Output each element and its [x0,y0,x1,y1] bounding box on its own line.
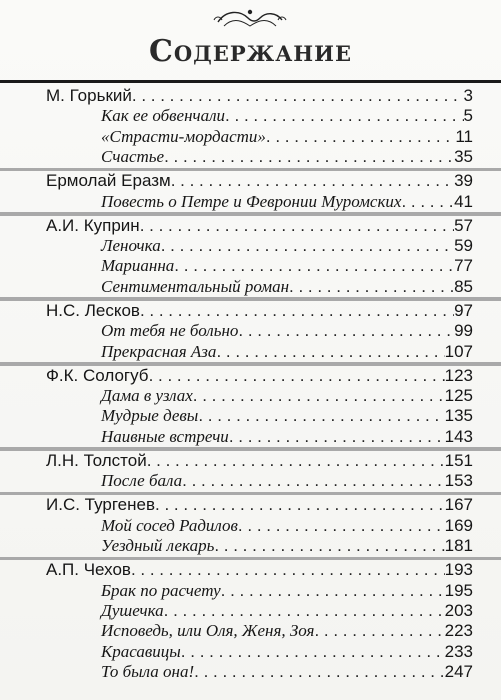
dot-leader [216,342,444,362]
author-entry-page-number: 151 [444,450,473,470]
work-entry-page-number: 77 [454,256,473,276]
dot-leader [182,471,445,491]
work-entry-page-number: 233 [444,641,473,661]
dot-leader [131,560,445,580]
work-entry-page-number: 223 [444,621,473,641]
author-entry-title: Ермолай Еразм [46,171,171,191]
dot-leader [164,601,445,621]
work-entry [0,127,501,147]
work-entry [0,406,501,426]
work-entry-title: Прекрасная Аза [101,341,217,361]
dot-leader [171,171,454,191]
work-entry-title: Марианна [101,256,175,276]
dot-leader [229,427,445,447]
work-entry [0,601,501,621]
work-entry-title: Дама в узлах [101,386,193,406]
author-entry [0,495,501,515]
work-entry [0,581,501,601]
work-entry-title: То была она! [101,662,195,682]
work-entry-page-number: 247 [444,662,473,682]
author-entry [0,86,501,106]
dot-leader [155,495,445,515]
author-entry-page-number: 3 [463,86,473,105]
work-entry-page-number: 41 [454,191,473,211]
page-title: Содержание [149,34,352,69]
dot-leader [194,662,445,682]
work-entry-page-number: 125 [444,386,473,406]
dot-leader [214,536,444,556]
dot-leader [198,406,444,426]
work-entry-page-number: 85 [454,276,473,296]
work-entry-page-number: 135 [444,406,473,426]
dot-leader [221,581,445,601]
work-entry [0,621,501,641]
author-entry-page-number: 193 [444,560,473,580]
work-entry-page-number: 203 [444,600,473,620]
dot-leader [238,516,445,536]
author-entry [0,301,501,321]
work-entry-title: Повесть о Петре и Февронии Муромских [101,191,402,211]
author-entry [0,451,501,471]
work-entry-title: Как ее обвенчали [101,106,226,126]
author-entry-title: Н.С. Лесков [46,300,140,320]
dot-leader [140,301,454,321]
work-entry [0,536,501,556]
author-entry [0,560,501,580]
work-entry [0,642,501,662]
author-entry-page-number: 57 [454,215,473,235]
work-entry-page-number: 5 [463,106,473,126]
work-entry-title: Леночка [101,236,161,256]
dot-leader [132,86,464,106]
work-entry-title: Исповедь, или Оля, Женя, Зоя [101,621,315,641]
dot-leader [147,451,445,471]
work-entry-title: Мудрые девы [101,406,199,426]
dot-leader [164,147,454,167]
author-entry [0,171,501,191]
dot-leader [266,127,455,147]
work-entry [0,236,501,256]
dot-leader [314,621,444,641]
work-entry-title: После бала [101,471,183,491]
table-of-contents [0,86,501,683]
author-entry [0,216,501,236]
dot-leader [174,256,454,276]
author-entry-page-number: 97 [454,300,473,320]
dot-leader [193,386,445,406]
work-entry-title: Сентиментальный роман [101,276,290,296]
work-entry [0,256,501,276]
work-entry-page-number: 99 [454,321,473,341]
dot-leader [149,366,445,386]
dot-leader [401,192,454,212]
author-entry-title: Ф.К. Сологуб [46,365,149,385]
dot-leader [225,106,463,126]
author-entry-page-number: 123 [444,365,473,385]
dot-leader [289,277,454,297]
dot-leader [238,321,454,341]
dot-leader [140,216,454,236]
author-entry-title: А.П. Чехов [46,560,131,580]
work-entry-title: Счастье [101,147,165,167]
work-entry-title: «Страсти-мордасти» [101,126,266,146]
work-entry-page-number: 181 [444,536,473,556]
work-entry-title: Душечка [101,600,164,620]
work-entry-page-number: 59 [454,236,473,256]
work-entry [0,147,501,167]
work-entry [0,342,501,362]
flourish-ornament-icon [210,4,290,34]
work-entry-page-number: 195 [444,580,473,600]
author-entry-title: И.С. Тургенев [46,495,156,515]
work-entry-page-number: 107 [444,341,473,361]
work-entry-page-number: 35 [454,147,473,167]
work-entry [0,471,501,491]
work-entry [0,516,501,536]
work-entry [0,321,501,341]
work-entry-title: Наивные встречи [101,426,229,446]
work-entry [0,427,501,447]
author-entry-page-number: 39 [454,171,473,191]
work-entry-title: От тебя не больно [101,321,239,341]
work-entry-title: Мой сосед Радилов [101,515,238,535]
work-entry-page-number: 153 [444,471,473,491]
work-entry-page-number: 11 [455,126,473,146]
work-entry [0,192,501,212]
author-entry [0,366,501,386]
work-entry [0,106,501,126]
author-entry-title: М. Горький [46,86,132,105]
work-entry-title: Уездный лекарь [101,536,215,556]
dot-leader [161,236,454,256]
work-entry [0,386,501,406]
work-entry-title: Брак по расчету [101,580,221,600]
work-entry [0,662,501,682]
work-entry [0,277,501,297]
work-entry-title: Красавицы [101,641,181,661]
author-entry-page-number: 167 [444,495,473,515]
dot-leader [181,642,445,662]
author-entry-title: Л.Н. Толстой [46,450,147,470]
work-entry-page-number: 143 [444,426,473,446]
work-entry-page-number: 169 [444,515,473,535]
author-entry-title: А.И. Куприн [46,215,140,235]
title-rule [0,80,501,83]
